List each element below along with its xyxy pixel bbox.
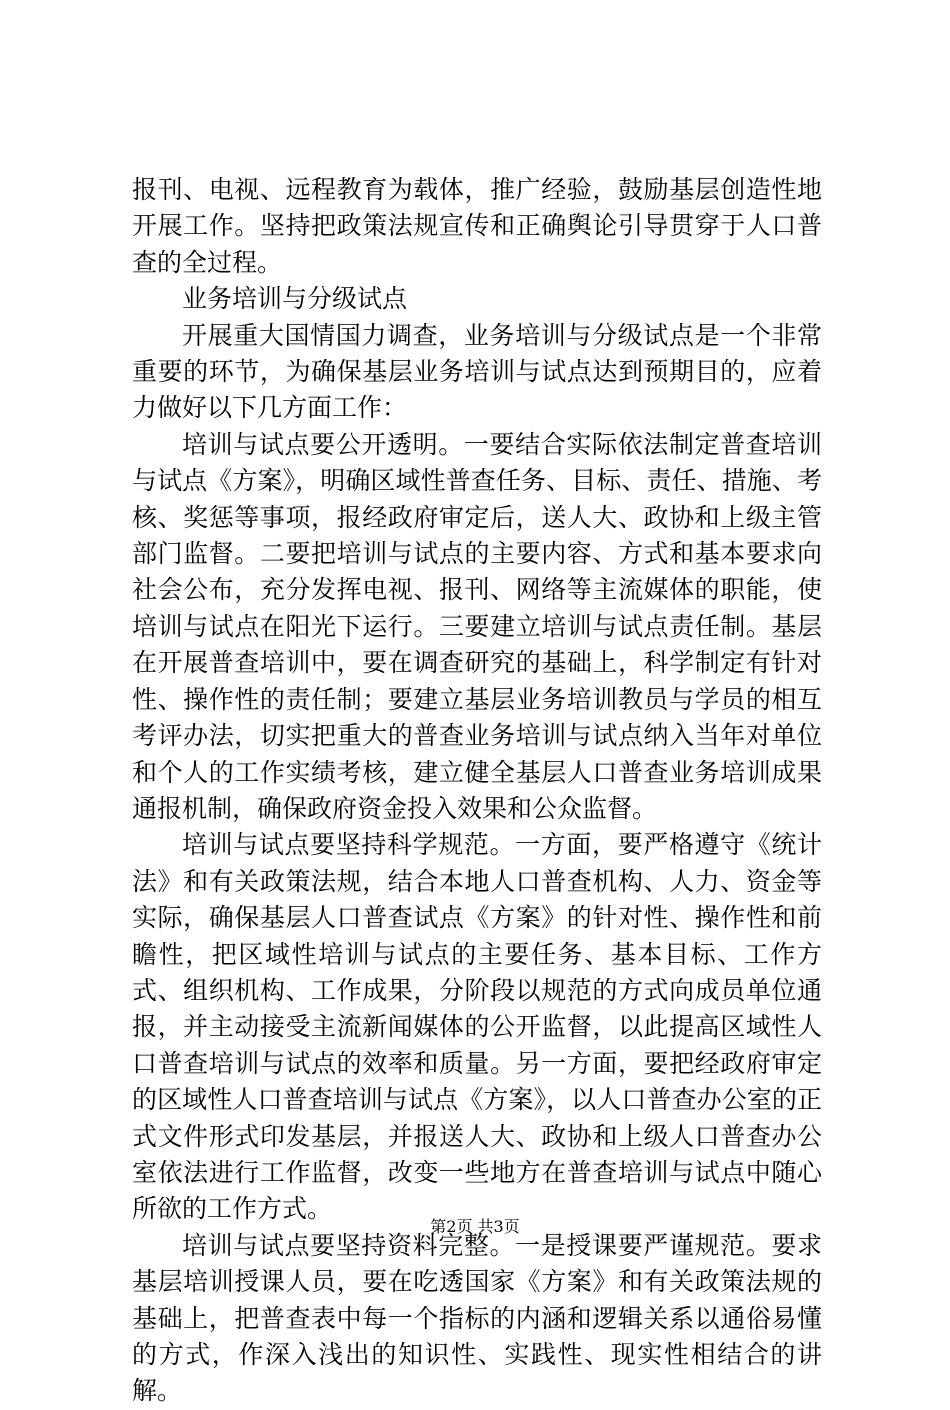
paragraph-transparency: 培训与试点要公开透明。一要结合实际依法制定普查培训与试点《方案》，明确区域性普查任务、目标、责任、措施、考核、奖惩等事项，报经政府审定后，送人大、政协和上级主管部门监督。二要把培训与试点的主要内容、方式和基本要求向社会公布，充分发挥电视、报刊、网络等主流媒体的职能，使培训与试点在阳光下运行。三要建立培训与试点责任制。基层在开展普查培训中，要在调查研究的基础上，科学制定有针对性、操作性的责任制；要建立基层业务培训教员与学员的相互考评办法，切实把重大的普查业务培训与试点纳入当年对单位和个人的工作实绩考核，建立健全基层人口普查业务培训成果通报机制，确保政府资金投入效果和公众监督。 bbox=[132, 429, 822, 823]
paragraph-intro: 开展重大国情国力调查，业务培训与分级试点是一个非常重要的环节，为确保基层业务培训与试点达到预期目的，应着力做好以下几方面工作： bbox=[132, 320, 822, 423]
page-footer: 第2页 共3页 bbox=[430, 1217, 520, 1236]
paragraph-standardization: 培训与试点要坚持科学规范。一方面，要严格遵守《统计法》和有关政策法规，结合本地人口普查机构、人力、资金等实际，确保基层人口普查试点《方案》的针对性、操作性和前瞻性，把区域性培训与试点的主要任务、基本目标、工作方式、组织机构、工作成果，分阶段以规范的方式向成员单位通报，并主动接受主流新闻媒体的公开监督，以此提高区域性人口普查培训与试点的效率和质量。另一方面，要把经政府审定的区域性人口普查培训与试点《方案》，以人口普查办公室的正式文件形式印发基层，并报送人大、政协和上级人口普查办公室依法进行工作监督，改变一些地方在普查培训与试点中随心所欲的工作方式。 bbox=[132, 830, 822, 1224]
paragraph-materials: 培训与试点要坚持资料完整。一是授课要严谨规范。要求基层培训授课人员，要在吃透国家《方案》和有关政策法规的基础上，把普查表中每一个指标的内涵和逻辑关系以通俗易懂的方式，作深入浅出的知识性、实践性、现实性相结合的讲解。 bbox=[132, 1230, 822, 1406]
paragraph-continuation: 报刊、电视、远程教育为载体，推广经验，鼓励基层创造性地开展工作。坚持把政策法规宣传和正确舆论引导贯穿于人口普查的全过程。 bbox=[132, 175, 822, 277]
section-heading: 业务培训与分级试点 bbox=[182, 284, 408, 314]
